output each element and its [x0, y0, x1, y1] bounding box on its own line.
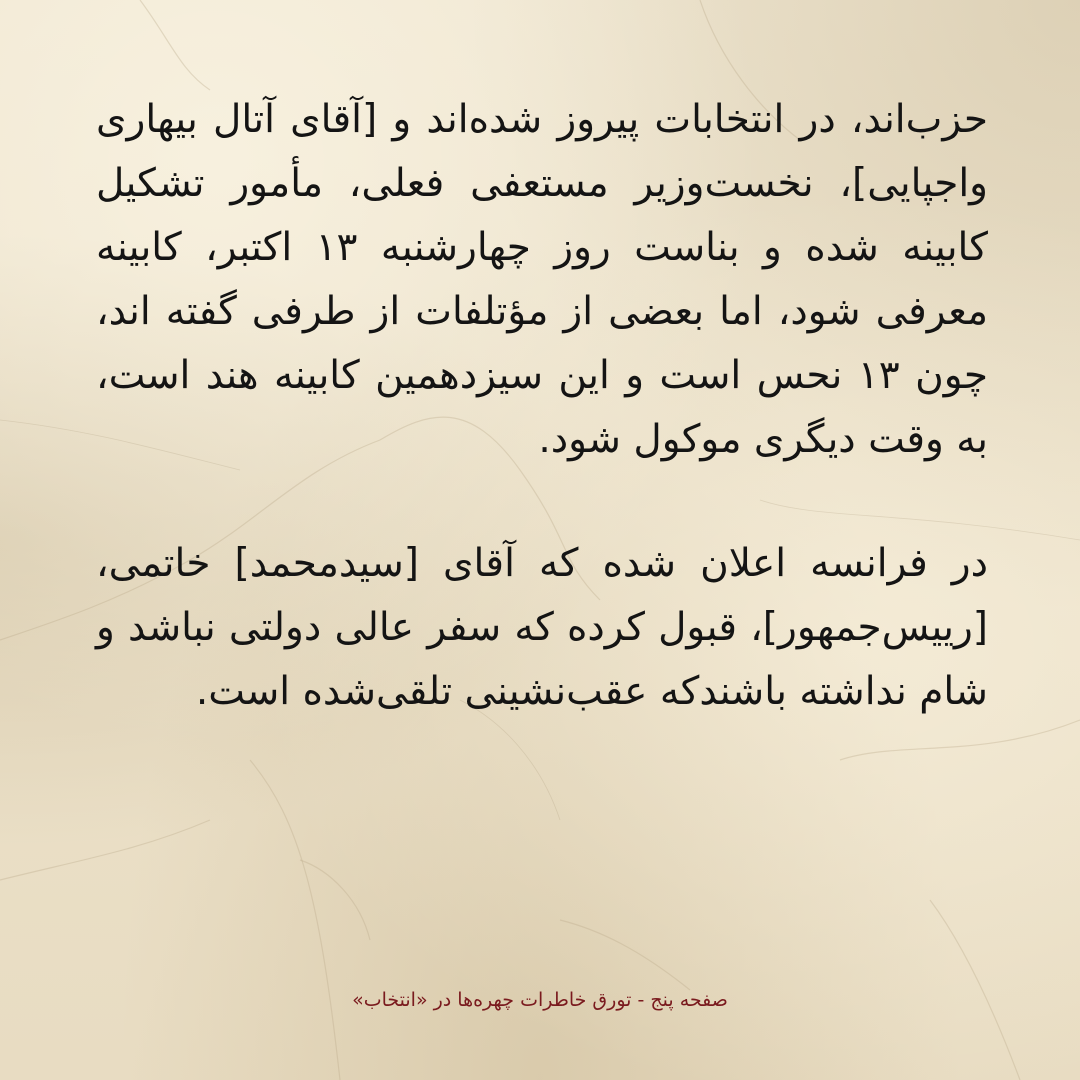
page-footer: صفحه پنج - تورق خاطرات چهره‌ها در «انتخاب» — [352, 989, 728, 1011]
paragraph-2: در فرانسه اعلان شده که آقای [سیدمحمد] خاتمی، [رییس‌جمهور]، قبول کرده که سفر عالی دولتی نباشد و شام نداشته باشندکه عقب‌نشینی تلقی‌شده است. — [96, 541, 988, 714]
paragraph-1: حزب‌اند، در انتخابات پیروز شده‌اند و [آقای آتال بیهاری واجپایی]، نخست‌وزیر مستعفی فعلی، مأمور تشکیل کابینه شده و بناست روز چهارشنبه ۱۳ اکتبر، کابینه معرفی شود، اما بعضی از مؤتلفات از طرفی گفته اند، چون ۱۳ نحس است و این سیزدهمین کابینه هند است، به وقت دیگری موکول شود. — [96, 97, 989, 462]
article-body — [96, 88, 988, 724]
